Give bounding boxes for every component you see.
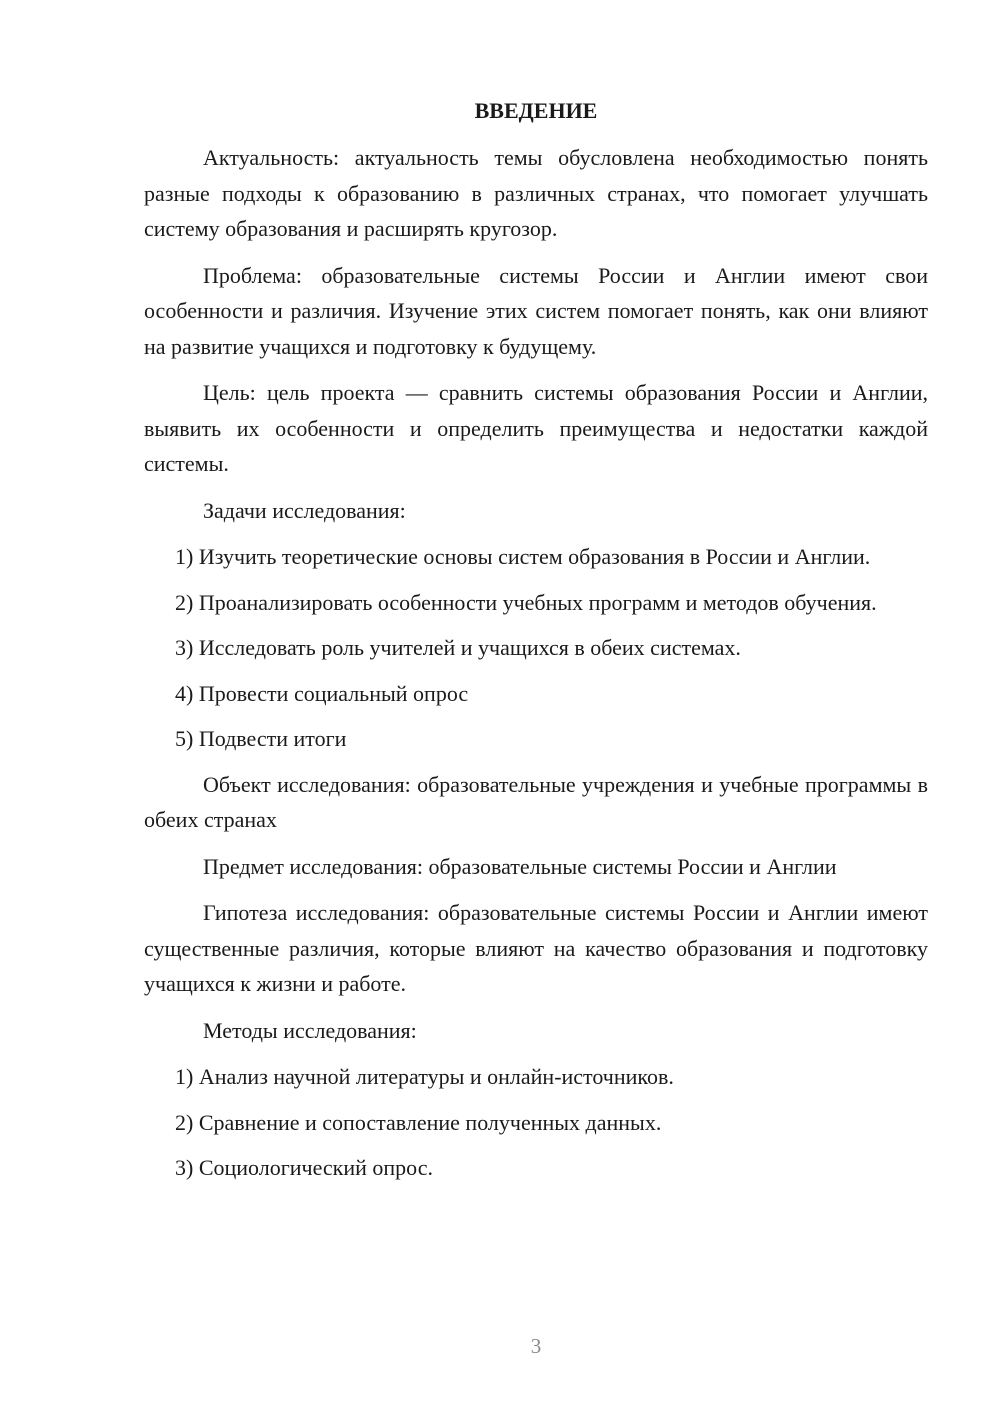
task-item-5: 5) Подвести итоги: [175, 726, 347, 751]
method-item-3: 3) Социологический опрос.: [175, 1155, 433, 1180]
task-item-2: 2) Проанализировать особенности учебных программ и методов обучения.: [175, 589, 877, 615]
task-item-3: 3) Исследовать роль учителей и учащихся в обеих системах.: [175, 635, 741, 660]
methods-title: Методы исследования:: [203, 1017, 417, 1043]
task-item-1: 1) Изучить теоретические основы систем образования в России и Англии.: [175, 544, 871, 569]
method-item-1: 1) Анализ научной литературы и онлайн-источников.: [175, 1064, 674, 1089]
tasks-title: Задачи исследования:: [203, 497, 406, 523]
goal-paragraph: Цель: цель проекта — сравнить системы образования России и Англии, выявить их особенности и определить преимущества и недостатки каждой системы.: [144, 380, 928, 476]
task-item-4: 4) Провести социальный опрос: [175, 680, 469, 706]
page-number: 3: [530, 1334, 542, 1358]
subject-paragraph: Предмет исследования: образовательные системы России и Англии: [203, 853, 837, 879]
problem-paragraph: Проблема: образовательные системы России и Англии имеют свои особенности и различия. Изучение этих систем помогает понять, как они влияют на развитие учащихся и подготовку к будущему.: [144, 262, 928, 359]
hypothesis-paragraph: Гипотеза исследования: образовательные системы России и Англии имеют существенные различия, которые влияют на качество образования и подготовку учащихся к жизни и работе.: [144, 900, 928, 996]
document-page: [144, 96, 928, 1196]
object-paragraph: Объект исследования: образовательные учреждения и учебные программы в обеих странах: [144, 771, 928, 832]
section-heading: ВВЕДЕНИЕ: [474, 98, 598, 123]
actuality-paragraph: Актуальность: актуальность темы обусловлена необходимостью понять разные подходы к образованию в различных странах, что помогает улучшать систему образования и расширять кругозор.: [144, 145, 928, 241]
method-item-2: 2) Сравнение и сопоставление полученных данных.: [175, 1109, 662, 1135]
